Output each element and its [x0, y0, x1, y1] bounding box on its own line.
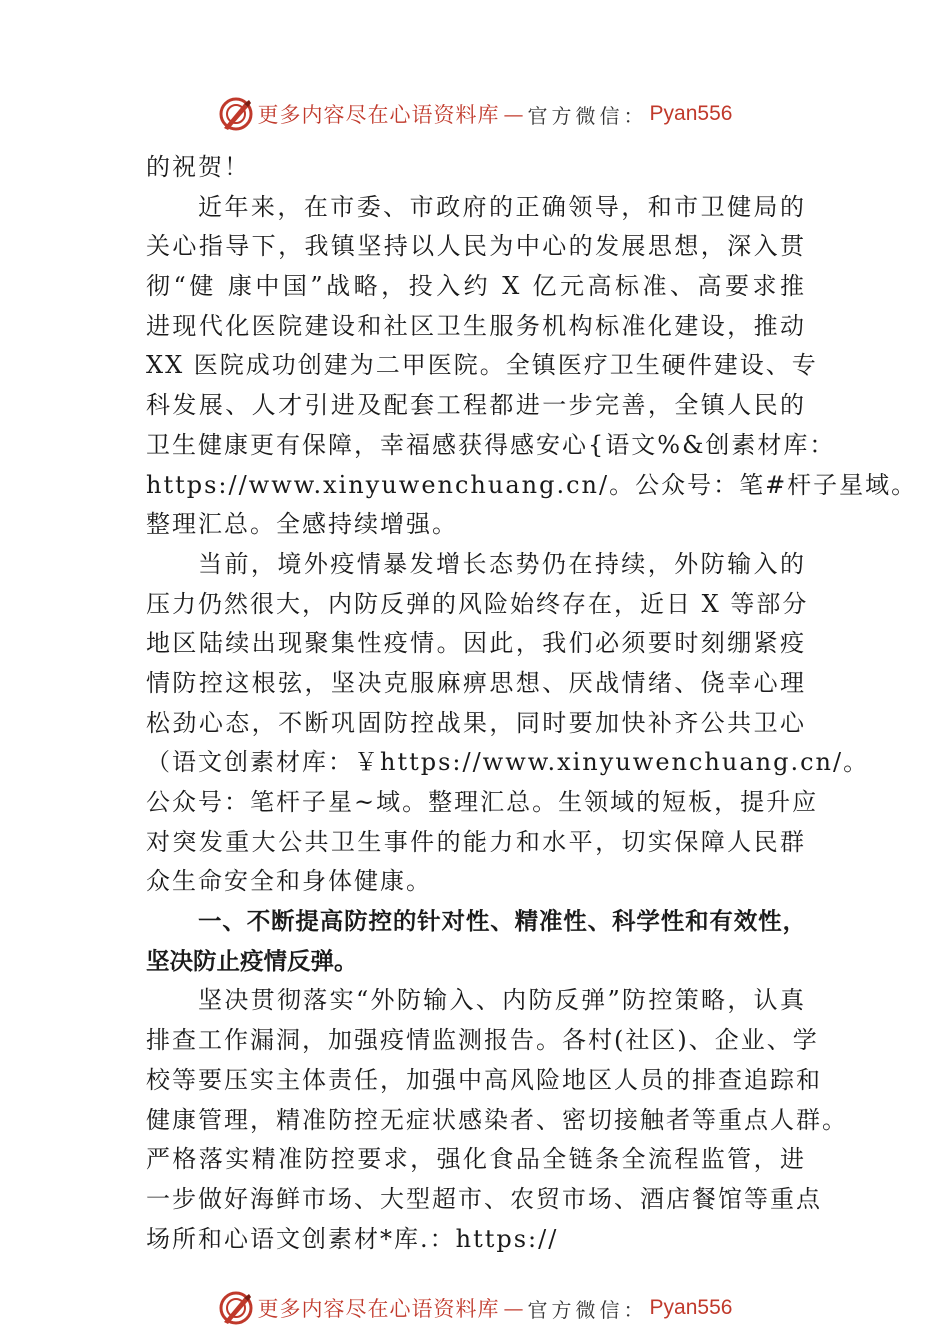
text-line: 情防控这根弦，坚决克服麻痹思想、厌战情绪、侥幸心理 [146, 668, 806, 697]
text-line: 坚决防止疫情反弹。 [146, 946, 358, 975]
banner-title: 更多内容尽在心语资料库 [257, 1297, 500, 1321]
text-line: https://www.xinyuwenchuang.cn/。公众号：笔#杆子星域。 [146, 470, 918, 499]
section-heading [146, 902, 806, 981]
pen-logo-icon [218, 1290, 254, 1326]
text-line: 对突发重大公共卫生事件的能力和水平，切实保障人民群 [146, 827, 806, 856]
banner-official-label: 官方微信： [527, 103, 648, 128]
text-line: 当前，境外疫情暴发增长态势仍在持续，外防输入的 [198, 549, 806, 578]
paragraph [146, 545, 870, 902]
text-line: 压力仍然很大，内防反弹的风险始终存在，近日 X 等部分 [146, 589, 809, 618]
banner-wechat-handle: Pyan556 [649, 102, 733, 125]
paragraph [146, 148, 806, 188]
banner-official-label: 官方微信： [527, 1297, 648, 1322]
footer-banner [0, 1288, 950, 1328]
text-line: 场所和心语文创素材*库.：https:// [146, 1224, 559, 1253]
banner-wechat-handle: Pyan556 [649, 1296, 733, 1319]
document-body [146, 148, 918, 1259]
text-line: 公众号：笔杆子星~域。整理汇总。生领域的短板，提升应 [146, 788, 819, 816]
text-line: （语文创素材库：￥https://www.xinyuwenchuang.cn/。 [146, 748, 870, 777]
text-line: 众生命安全和身体健康。 [146, 867, 432, 896]
text-line: 近年来，在市委、市政府的正确领导，和市卫健局的 [198, 192, 806, 221]
text-line: 的祝贺！ [146, 153, 250, 181]
text-line: 整理汇总。全感持续增强。 [146, 510, 458, 539]
banner-separator: — [503, 102, 524, 126]
text-line: 彻“健 康中国”战略，投入约 X 亿元高标准、高要求推 [146, 272, 806, 301]
text-line: XX 医院成功创建为二甲医院。全镇医疗卫生硬件建设、专 [146, 351, 818, 380]
text-line: 一步做好海鲜市场、大型超市、农贸市场、酒店餐馆等重点 [146, 1184, 822, 1213]
text-line: 松劲心态，不断巩固防控战果，同时要加快补齐公共卫心 [146, 708, 806, 737]
text-line: 进现代化医院建设和社区卫生服务机构标准化建设，推动 [146, 311, 806, 340]
text-line: 排查工作漏洞，加强疫情监测报告。各村(社区)、企业、学 [146, 1026, 819, 1055]
text-line: 一、不断提高防控的针对性、精准性、科学性和有效性， [198, 907, 806, 936]
banner-title: 更多内容尽在心语资料库 [257, 103, 500, 127]
text-line: 健康管理，精准防控无症状感染者、密切接触者等重点人群。 [146, 1105, 848, 1134]
paragraph [146, 188, 918, 545]
text-line: 地区陆续出现聚集性疫情。因此，我们必须要时刻绷紧疫 [146, 629, 806, 658]
text-line: 校等要压实主体责任，加强中高风险地区人员的排查追踪和 [146, 1065, 822, 1094]
header-banner [0, 94, 950, 134]
text-line: 严格落实精准防控要求，强化食品全链条全流程监管，进 [146, 1145, 806, 1174]
paragraph [146, 981, 848, 1259]
text-line: 科发展、人才引进及配套工程都进一步完善，全镇人民的 [146, 391, 806, 420]
text-line: 坚决贯彻落实“外防输入、内防反弹”防控策略，认真 [198, 986, 806, 1015]
pen-logo-icon [218, 96, 254, 132]
text-line: 关心指导下，我镇坚持以人民为中心的发展思想，深入贯 [146, 232, 806, 261]
text-line: 卫生健康更有保障，幸福感获得感安心{语文%&创素材库： [146, 430, 836, 459]
banner-separator: — [503, 1296, 524, 1320]
